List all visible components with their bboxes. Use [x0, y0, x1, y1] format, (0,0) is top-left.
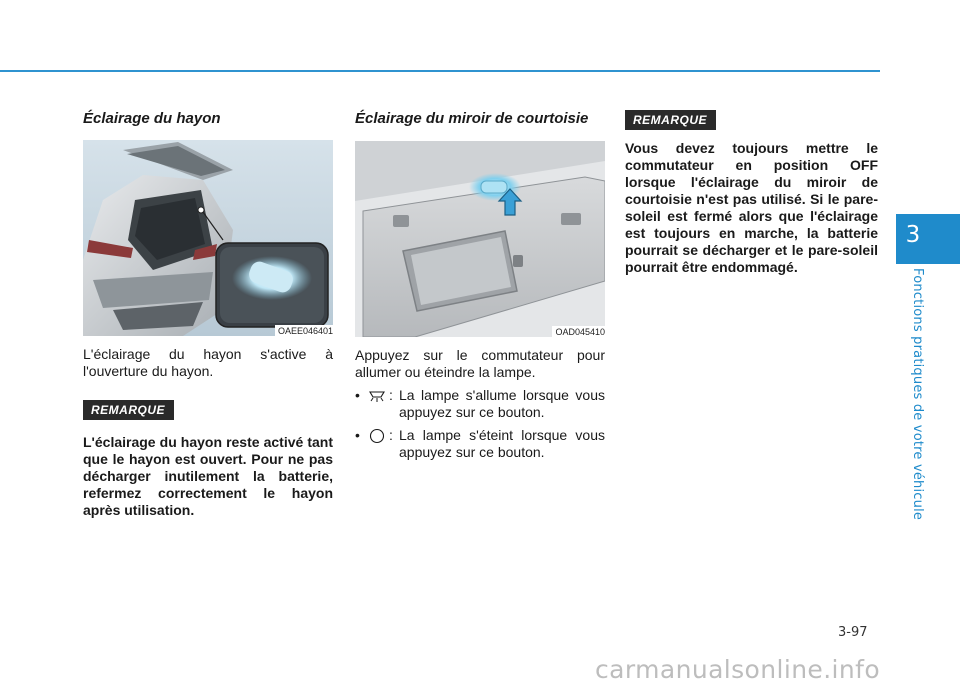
watermark: carmanualsonline.info	[595, 655, 881, 684]
column-note	[625, 110, 878, 276]
section-title-tailgate: Éclairage du hayon	[83, 110, 221, 127]
chapter-number: 3	[905, 222, 921, 248]
page-number: 3-97	[838, 625, 868, 640]
lamp-off-icon	[365, 427, 389, 444]
vanity-mirror-illustration	[355, 141, 605, 337]
bullet-text: La lampe s'allume lorsque vous appuyez sur ce bouton.	[399, 387, 605, 420]
tailgate-description: L'éclairage du hayon s'active à l'ouverture du hayon.	[83, 346, 333, 379]
vanity-mirror-intro: Appuyez sur le commutateur pour allumer ou éteindre la lampe.	[355, 347, 605, 380]
bullet-text: La lampe s'éteint lorsque vous appuyez sur ce bouton.	[399, 427, 605, 460]
section-title-vanity-mirror: Éclairage du miroir de courtoisie	[355, 110, 589, 127]
figure-code-vanity-mirror: OAD045410	[552, 326, 605, 337]
note-text-tailgate: L'éclairage du hayon reste activé tant que le hayon est ouvert. Pour ne pas décharger inutilement la batterie, refermez correctement le hayon après utilisation.	[83, 434, 333, 518]
bullet-lamp-on: • : La lampe s'allume lorsque vous appuyez sur ce bouton.	[355, 387, 605, 420]
tailgate-illustration	[83, 140, 333, 336]
figure-code-tailgate: OAEE046401	[275, 325, 333, 336]
tailgate-figure	[83, 140, 333, 336]
note-text-vanity-mirror: Vous devez toujours mettre le commutateur en position OFF lorsque l'éclairage du miroir de courtoisie n'est pas utilisé. Si le pare-soleil est fermé alors que l'éclairage est toujours en marche, la batterie pourrait se décharger et le pare-soleil pourrait être endommagé.	[625, 140, 878, 275]
header-rule	[0, 70, 880, 72]
lamp-on-icon	[365, 387, 389, 404]
column-vanity-mirror-light	[355, 110, 605, 461]
bullet-lamp-off: • : La lampe s'éteint lorsque vous appuyez sur ce bouton.	[355, 427, 605, 460]
vanity-mirror-figure	[355, 141, 605, 337]
column-tailgate-light	[83, 110, 333, 519]
note-badge-tailgate: REMARQUE	[83, 400, 174, 420]
note-badge-vanity-mirror: REMARQUE	[625, 110, 716, 130]
chapter-title: Fonctions pratiques de votre véhicule	[910, 268, 925, 521]
